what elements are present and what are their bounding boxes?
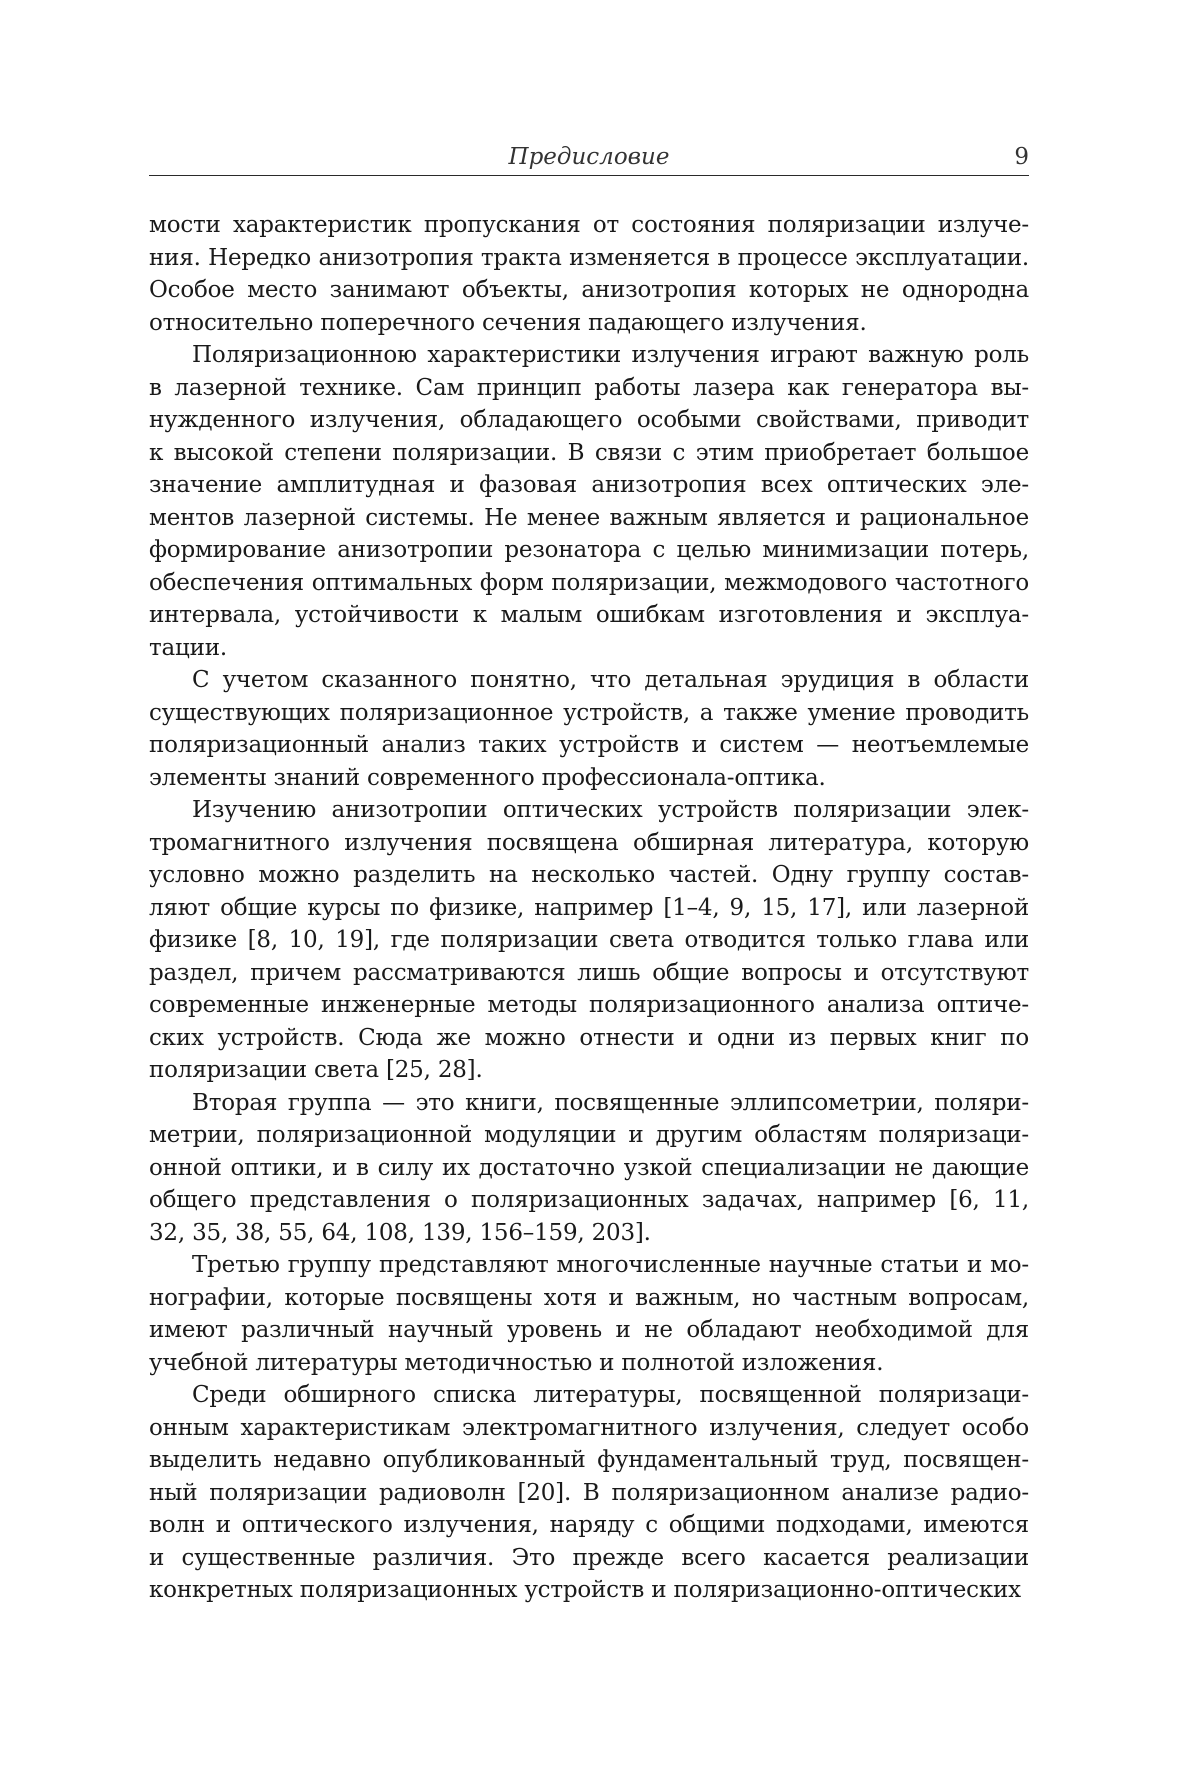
text-line: Третью группу представляют многочисленные научные статьи и мо- xyxy=(192,1252,1029,1278)
paragraph xyxy=(149,339,1029,664)
text-line: метрии, поляризационной модуляции и другим областям поляризаци- xyxy=(149,1122,1029,1148)
paragraph xyxy=(149,209,1029,339)
running-head xyxy=(149,143,1029,176)
paragraph xyxy=(149,664,1029,794)
text-line: и существенные различия. Это прежде всего касается реализации xyxy=(149,1544,1029,1571)
paragraph xyxy=(149,794,1029,1087)
text-line: раздел, причем рассматриваются лишь общие вопросы и отсутствуют xyxy=(149,959,1029,986)
text-line: обеспечения оптимальных форм поляризации, межмодового частотного xyxy=(149,569,1029,596)
body-text xyxy=(149,209,1029,1607)
text-line: нужденного излучения, обладающего особыми свойствами, приводит xyxy=(149,407,1029,433)
text-line: онной оптики, и в силу их достаточно узкой специализации не дающие xyxy=(149,1154,1029,1181)
text-line: элементы знаний современного профессионала-оптика. xyxy=(149,764,826,791)
text-line: имеют различный научный уровень и не обладают необходимой для xyxy=(149,1317,1029,1343)
text-line: Изучению анизотропии оптических устройств поляризации элек- xyxy=(192,797,1029,823)
paragraph xyxy=(149,1379,1029,1607)
text-line: поляризационный анализ таких устройств и систем — неотъемлемые xyxy=(149,732,1029,758)
text-line: мости характеристик пропускания от состояния поляризации излуче- xyxy=(149,212,1029,238)
text-line: общего представления о поляризационных задачах, например [6, 11, xyxy=(149,1187,1029,1213)
text-line: ментов лазерной системы. Не менее важным является и рациональное xyxy=(149,504,1029,531)
text-line: значение амплитудная и фазовая анизотропия всех оптических эле- xyxy=(149,472,1029,498)
text-line: ния. Нередко анизотропия тракта изменяется в процессе эксплуатации. xyxy=(149,244,1029,271)
text-line: учебной литературы методичностью и полнотой изложения. xyxy=(149,1349,884,1376)
text-line: волн и оптического излучения, наряду с общими подходами, имеются xyxy=(149,1512,1029,1538)
text-line: поляризации света [25, 28]. xyxy=(149,1057,483,1083)
text-line: С учетом сказанного понятно, что детальная эрудиция в области xyxy=(192,667,1029,693)
text-line: к высокой степени поляризации. В связи с этим приобретает большое xyxy=(149,439,1029,466)
text-line: интервала, устойчивости к малым ошибкам изготовления и эксплуа- xyxy=(149,602,1029,628)
text-line: онным характеристикам электромагнитного излучения, следует особо xyxy=(149,1414,1029,1441)
text-line: условно можно разделить на несколько частей. Одну группу состав- xyxy=(149,862,1029,888)
text-line: тации. xyxy=(149,634,227,661)
text-line: 32, 35, 38, 55, 64, 108, 139, 156–159, 203]. xyxy=(149,1219,651,1246)
text-line: относительно поперечного сечения падающего излучения. xyxy=(149,309,867,336)
text-line: Поляризационною характеристики излучения играют важную роль xyxy=(192,342,1029,368)
text-line: ских устройств. Сюда же можно отнести и одни из первых книг по xyxy=(149,1024,1029,1051)
text-line: конкретных поляризационных устройств и поляризационно-оптических xyxy=(149,1577,1021,1603)
text-line: существующих поляризационное устройств, а также умение проводить xyxy=(149,699,1029,726)
running-title: Предисловие xyxy=(508,144,670,170)
text-line: выделить недавно опубликованный фундаментальный труд, посвящен- xyxy=(149,1447,1029,1473)
text-line: современные инженерные методы поляризационного анализа оптиче- xyxy=(149,992,1029,1018)
page-number: 9 xyxy=(1014,144,1029,170)
text-line: тромагнитного излучения посвящена обширная литература, которую xyxy=(149,829,1029,856)
paragraph xyxy=(149,1249,1029,1379)
text-line: формирование анизотропии резонатора с целью минимизации потерь, xyxy=(149,537,1029,563)
paragraph xyxy=(149,1087,1029,1250)
text-line: в лазерной технике. Сам принцип работы лазера как генератора вы- xyxy=(149,374,1029,401)
text-line: Вторая группа — это книги, посвященные эллипсометрии, поляри- xyxy=(192,1089,1029,1116)
text-line: Среди обширного списка литературы, посвященной поляризаци- xyxy=(192,1382,1029,1408)
text-line: ный поляризации радиоволн [20]. В поляризационном анализе радио- xyxy=(149,1479,1029,1506)
text-line: Особое место занимают объекты, анизотропия которых не однородна xyxy=(149,277,1029,303)
text-line: физике [8, 10, 19], где поляризации света отводится только глава или xyxy=(149,927,1029,953)
text-line: ляют общие курсы по физике, например [1–4, 9, 15, 17], или лазерной xyxy=(149,894,1029,921)
text-line: нографии, которые посвящены хотя и важным, но частным вопросам, xyxy=(149,1284,1029,1311)
